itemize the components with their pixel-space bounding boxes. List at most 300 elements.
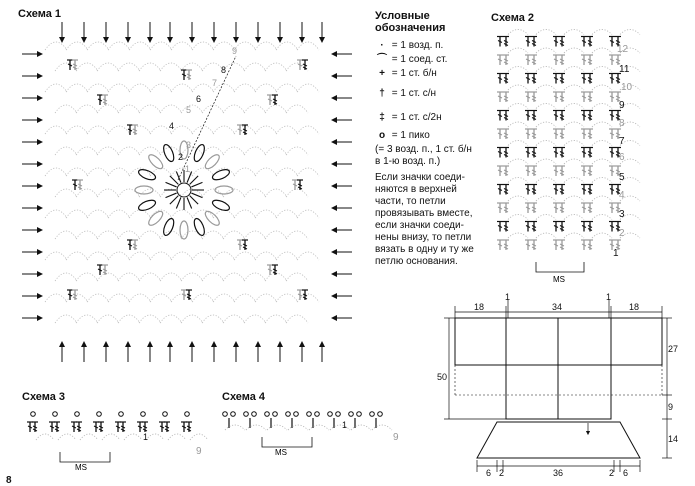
chain-arc <box>181 315 203 323</box>
chain-arc <box>139 147 161 155</box>
center-ray <box>166 193 177 198</box>
chain-arc <box>297 126 319 134</box>
chain-arc <box>202 147 224 155</box>
s2-row-5: 5 <box>619 172 625 183</box>
chain-arc <box>139 63 161 71</box>
s3-row-1: 1 <box>143 432 149 442</box>
chain-arc <box>58 434 76 440</box>
center-ray <box>176 197 181 208</box>
chain-arc <box>592 85 612 90</box>
chain-arc <box>536 215 556 220</box>
chain-arc <box>276 126 298 134</box>
s2-row-11: 11 <box>619 64 630 75</box>
chain-arc <box>244 231 266 239</box>
center-ray <box>176 172 181 183</box>
picot-mark <box>328 412 333 417</box>
note-line-6: нены внизу, то петли <box>375 232 472 243</box>
chain-arc <box>244 147 266 155</box>
chain-arc <box>564 122 584 127</box>
s1-row-6: 6 <box>196 94 202 104</box>
chain-arc <box>536 48 556 53</box>
note-line-8: петлю основания. <box>375 256 458 267</box>
note-line-5: если значки соеди- <box>375 220 464 231</box>
chain-arc <box>108 168 130 176</box>
chain-arc <box>564 159 584 164</box>
chain-arc <box>255 168 277 176</box>
legend-text-tr: = 1 ст. с/2н <box>391 112 442 123</box>
chain-arc <box>108 126 130 134</box>
chain-arc <box>564 67 584 72</box>
chain-arc <box>592 215 612 220</box>
chain-arc <box>66 84 88 92</box>
s3-ms-label: MS <box>75 463 87 472</box>
page-number: 8 <box>6 475 12 486</box>
chain-arc <box>202 231 224 239</box>
chain-arc <box>108 42 130 50</box>
chain-arc <box>139 105 161 113</box>
s2-row-7: 7 <box>619 136 625 147</box>
chain-arc <box>129 126 151 134</box>
chain-arc <box>255 42 277 50</box>
petal-cluster <box>211 198 231 212</box>
chain-arc <box>171 210 193 218</box>
chain-arc <box>181 273 203 281</box>
chain-arc <box>55 105 77 113</box>
chain-arc <box>223 105 245 113</box>
chain-arc <box>564 233 584 238</box>
chain-arc <box>297 210 319 218</box>
chain-arc <box>124 434 142 440</box>
chain-arc <box>536 178 556 183</box>
chain-arc <box>276 168 298 176</box>
s1-row-8: 8 <box>221 65 227 75</box>
chain-arc <box>146 434 164 440</box>
s2-ms-label: MS <box>553 275 565 284</box>
chain-arc <box>223 63 245 71</box>
chain-arc <box>288 425 308 430</box>
chain-arc <box>508 233 528 238</box>
chain-arc <box>286 273 308 281</box>
chain-arc <box>97 147 119 155</box>
double-crochet-icon: † <box>379 88 385 99</box>
chain-arc <box>66 42 88 50</box>
chain-arc <box>129 210 151 218</box>
s2-row-1: 1 <box>613 248 619 259</box>
chain-arc <box>192 294 214 302</box>
legend-text-picot: = 1 пико <box>391 130 430 141</box>
picot-mark <box>349 412 354 417</box>
picot-mark <box>185 412 190 417</box>
scheme3-title: Схема 3 <box>22 391 66 403</box>
chain-arc <box>97 315 119 323</box>
chain-arc <box>160 105 182 113</box>
chain-arc <box>171 252 193 260</box>
petal-cluster <box>137 198 157 212</box>
chain-arc <box>265 231 287 239</box>
chain-arc <box>108 210 130 218</box>
chain-arc <box>36 434 54 440</box>
legend-text-slip: = 1 соед. ст. <box>391 54 448 65</box>
chain-arc <box>192 84 214 92</box>
chain-arc <box>55 147 77 155</box>
s1-row-1: 1 <box>185 164 191 174</box>
legend-text-sc: = 1 ст. б/н <box>391 68 437 79</box>
chain-arc <box>87 252 109 260</box>
chain-arc <box>265 105 287 113</box>
chain-arc <box>255 84 277 92</box>
chain-arc <box>564 215 584 220</box>
center-ray <box>191 182 202 187</box>
chain-arc <box>592 104 612 109</box>
chain-arc <box>181 105 203 113</box>
dim-bottom-36: 36 <box>553 468 564 478</box>
s2-row-2: 2 <box>619 228 625 239</box>
chain-arc <box>564 178 584 183</box>
center-ray <box>187 197 192 208</box>
chain-arc <box>108 252 130 260</box>
chain-arc <box>160 315 182 323</box>
chain-arc <box>223 189 245 197</box>
chain-arc <box>234 42 256 50</box>
picot-mark <box>378 412 383 417</box>
chain-arc <box>76 147 98 155</box>
single-crochet-icon: + <box>379 68 385 79</box>
picot-mark <box>265 412 270 417</box>
chain-arc <box>150 294 172 302</box>
chain-arc <box>97 105 119 113</box>
chain-arc <box>118 315 140 323</box>
chain-arc <box>168 434 186 440</box>
chain-arc <box>255 126 277 134</box>
chain-arc <box>592 67 612 72</box>
chain-arc <box>80 434 98 440</box>
chain-arc <box>592 141 612 146</box>
petal-cluster <box>215 186 233 194</box>
chain-arc <box>234 84 256 92</box>
note-line-1: Если значки соеди- <box>375 172 465 183</box>
picot-note-line-1: (= 3 возд. п., 1 ст. б/н <box>375 144 472 155</box>
chain-arc <box>45 42 67 50</box>
chain-arc <box>118 105 140 113</box>
chain-arc <box>276 294 298 302</box>
center-ring <box>177 183 191 197</box>
chain-arc <box>202 189 224 197</box>
chain-arc <box>536 159 556 164</box>
picot-mark <box>370 412 375 417</box>
chain-arc <box>620 30 640 35</box>
note-line-4: провязывать вместе, <box>375 208 473 219</box>
dim-left-50: 50 <box>437 372 448 382</box>
chain-arc <box>276 84 298 92</box>
picot-mark <box>53 412 58 417</box>
chain-arc <box>76 315 98 323</box>
chain-arc <box>244 189 266 197</box>
chain-arc <box>87 84 109 92</box>
picot-note-line-2: в 1-ю возд. п.) <box>375 156 441 167</box>
chain-arc <box>192 168 214 176</box>
chain-arc <box>536 67 556 72</box>
note-line-2: няются в верхней <box>375 184 457 195</box>
chain-arc <box>97 63 119 71</box>
dim-right-27: 27 <box>668 344 679 354</box>
s2-row-4: 4 <box>619 190 625 201</box>
chain-arc <box>190 434 208 440</box>
chain-arc <box>66 210 88 218</box>
chain-arc <box>508 196 528 201</box>
chain-arc <box>108 294 130 302</box>
chain-arc <box>267 425 287 430</box>
chain-arc <box>508 159 528 164</box>
chain-arc <box>508 141 528 146</box>
dim-right-9: 9 <box>668 402 674 412</box>
chain-arc <box>234 252 256 260</box>
s2-row-9: 9 <box>619 100 625 111</box>
chain-arc <box>97 231 119 239</box>
chain-arc <box>265 315 287 323</box>
chain-arc <box>276 42 298 50</box>
petal-cluster <box>162 217 176 237</box>
picot-mark <box>231 412 236 417</box>
s1-row-2: 2 <box>178 152 184 162</box>
scheme4-chart <box>223 412 399 457</box>
chain-arc <box>181 147 203 155</box>
chain-arc <box>244 63 266 71</box>
chain-arc <box>87 168 109 176</box>
chain-arc <box>508 67 528 72</box>
chain-arc <box>234 210 256 218</box>
s3-row-9: 9 <box>196 446 202 457</box>
chain-arc <box>76 63 98 71</box>
dim-top-34: 34 <box>552 302 563 312</box>
legend-heading-1: Условные <box>375 10 430 22</box>
chain-arc <box>129 84 151 92</box>
chain-arc <box>297 252 319 260</box>
chain-arc <box>564 141 584 146</box>
chain-arc <box>286 147 308 155</box>
scheme2-chart <box>497 30 640 285</box>
chain-arc <box>171 126 193 134</box>
picot-mark <box>252 412 257 417</box>
chain-arc <box>508 85 528 90</box>
chain-arc <box>297 42 319 50</box>
chain-arc <box>592 178 612 183</box>
picot-mark <box>97 412 102 417</box>
chain-arc <box>202 315 224 323</box>
chain-arc <box>592 196 612 201</box>
chain-arc <box>202 105 224 113</box>
chain-arc <box>150 84 172 92</box>
chain-arc <box>118 63 140 71</box>
chain-arc <box>45 252 67 260</box>
chain-arc <box>265 273 287 281</box>
center-ray <box>190 176 198 184</box>
chain-arc <box>246 425 266 430</box>
picot-mark <box>31 412 36 417</box>
s2-row-12: 12 <box>617 44 629 55</box>
chain-arc <box>213 126 235 134</box>
chain-arc <box>45 84 67 92</box>
chain-arc <box>244 105 266 113</box>
s1-row-7: 7 <box>212 78 218 88</box>
chain-arc <box>150 42 172 50</box>
chain-arc <box>66 252 88 260</box>
chain-arc <box>55 231 77 239</box>
petal-cluster <box>192 217 206 237</box>
chain-arc <box>213 252 235 260</box>
chain-arc <box>536 104 556 109</box>
chain-arc <box>87 210 109 218</box>
chain-arc <box>55 273 77 281</box>
chain-arc <box>76 105 98 113</box>
dim-top-18-right: 18 <box>629 302 640 312</box>
chain-arc <box>171 42 193 50</box>
chain-arc <box>192 210 214 218</box>
scheme2-title: Схема 2 <box>491 12 535 24</box>
chain-arc <box>225 425 245 430</box>
chain-arc <box>564 30 584 35</box>
chain-arc <box>118 231 140 239</box>
center-ray <box>170 196 178 204</box>
chain-arc <box>372 425 392 430</box>
picot-mark <box>163 412 168 417</box>
chain-arc <box>129 252 151 260</box>
chain-arc <box>592 233 612 238</box>
chain-arc <box>255 252 277 260</box>
chain-arc <box>192 126 214 134</box>
chain-arc <box>129 294 151 302</box>
chain-arc <box>102 434 120 440</box>
dim-bottom-2-left: 2 <box>499 468 505 478</box>
chain-arc <box>192 252 214 260</box>
scheme4-title: Схема 4 <box>222 391 266 403</box>
picot-mark <box>273 412 278 417</box>
chain-arc <box>536 122 556 127</box>
petal-cluster <box>147 153 165 171</box>
dim-right-14: 14 <box>668 434 679 444</box>
chain-arc <box>351 425 371 430</box>
s4-row-9: 9 <box>393 432 399 443</box>
s2-row-8: 8 <box>619 118 625 129</box>
chain-arc <box>297 168 319 176</box>
chain-arc <box>564 196 584 201</box>
chain-arc <box>223 273 245 281</box>
chain-arc <box>223 231 245 239</box>
chain-arc <box>265 63 287 71</box>
picot-mark <box>336 412 341 417</box>
s1-row-4: 4 <box>169 121 175 131</box>
picot-mark <box>357 412 362 417</box>
chain-arc <box>564 104 584 109</box>
chain-arc <box>129 42 151 50</box>
chain-arc <box>160 63 182 71</box>
chain-arc <box>286 315 308 323</box>
chain-arc <box>286 105 308 113</box>
chain-arc <box>202 273 224 281</box>
chain-arc <box>223 315 245 323</box>
chain-arc <box>139 231 161 239</box>
picot-mark <box>223 412 228 417</box>
note-line-3: части, то петли <box>375 196 446 207</box>
dim-bottom-6-right: 6 <box>623 468 629 478</box>
legend-heading-2: обозначения <box>375 22 446 34</box>
petal-cluster <box>147 209 165 227</box>
center-ray <box>191 193 202 198</box>
chain-arc <box>508 30 528 35</box>
center-ray <box>166 182 177 187</box>
s1-row-3: 3 <box>186 140 192 150</box>
chain-arc <box>55 189 77 197</box>
picot-mark <box>119 412 124 417</box>
s4-ms-label: MS <box>275 448 287 457</box>
petal-cluster <box>162 143 176 163</box>
chain-arc <box>244 315 266 323</box>
chain-arc <box>223 147 245 155</box>
scheme1-motif <box>22 22 352 362</box>
chain-arc <box>592 48 612 53</box>
chain-arc <box>286 231 308 239</box>
chain-arc <box>564 85 584 90</box>
petal-cluster <box>211 168 231 182</box>
chain-arc <box>234 294 256 302</box>
picot-mark <box>307 412 312 417</box>
petal-cluster <box>137 168 157 182</box>
chain-arc <box>536 85 556 90</box>
chain-arc <box>76 273 98 281</box>
chain-arc <box>592 122 612 127</box>
chain-arc <box>139 315 161 323</box>
chain-arc <box>171 84 193 92</box>
chain-arc <box>76 231 98 239</box>
petal-cluster <box>203 209 221 227</box>
chain-arc <box>87 126 109 134</box>
chain-arc <box>45 168 67 176</box>
picot-mark <box>141 412 146 417</box>
chain-arc <box>87 42 109 50</box>
chain-arc <box>536 141 556 146</box>
chain-arc <box>45 126 67 134</box>
petal-cluster <box>135 186 153 194</box>
chain-arc <box>536 233 556 238</box>
chain-arc <box>87 294 109 302</box>
scheme1-title: Схема 1 <box>18 8 62 20</box>
chain-arc <box>160 273 182 281</box>
center-ray <box>190 196 198 204</box>
dim-top-1-left: 1 <box>505 292 511 302</box>
chain-arc <box>66 168 88 176</box>
s2-row-6: 6 <box>619 152 625 163</box>
picot-mark <box>315 412 320 417</box>
chain-arc <box>265 147 287 155</box>
chain-arc <box>276 210 298 218</box>
chain-arc <box>66 126 88 134</box>
chain-arc <box>76 189 98 197</box>
slip-stitch-icon: ⌒ <box>377 54 387 65</box>
scheme3-chart <box>27 412 208 472</box>
chain-arc <box>55 315 77 323</box>
petal-cluster <box>180 221 188 239</box>
treble-crochet-icon: ‡ <box>379 112 385 123</box>
dim-top-1-right: 1 <box>606 292 612 302</box>
chain-arc <box>108 84 130 92</box>
s4-row-1: 1 <box>342 420 348 430</box>
chain-stitch-icon: · <box>380 40 384 51</box>
pattern-diagram <box>444 300 672 472</box>
dim-bottom-6-left: 6 <box>486 468 492 478</box>
s1-row-9: 9 <box>232 46 238 56</box>
chain-arc <box>536 30 556 35</box>
petal-cluster <box>203 153 221 171</box>
chain-arc <box>255 294 277 302</box>
